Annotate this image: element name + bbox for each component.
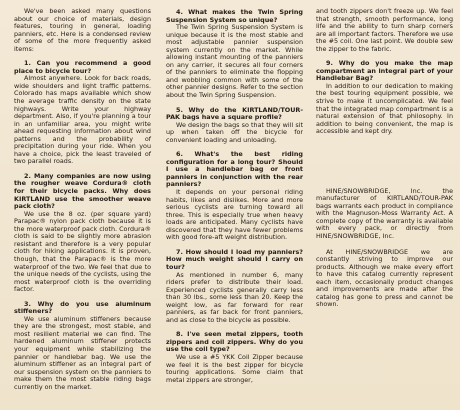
question-6: 6. What's the best riding configuration for a long tour? Should I use a handlebar bag or front panniers in conjunction with the rear panniers? — [166, 150, 303, 189]
answer-2: We use the 8 oz. (per square yard) Parapac® nylon pack cloth because it is the more waterproof pack cloth. Cordura® cloth is said to be slightly more abrasion resistant and therefore is a very popular cloth for hiking applications. It is proven, though, that the Parapac® is the more waterproof of the two. We feel that due to the unique needs of the cyclists, using the most waterproof cloth is the overriding factor. — [14, 209, 151, 294]
column-middle — [166, 8, 303, 384]
question-3: 3. Why do you use aluminum stiffeners? — [14, 299, 151, 316]
column-left — [14, 8, 151, 391]
intro-paragraph: We've been asked many questions about our choice of materials, design features, touring in general, loading panniers, etc. Here is a condensed review of some of the more frequently asked items: — [14, 7, 151, 53]
question-9: 9. Why do you make the map compartment an integral part of your Handlebar Bag? — [316, 59, 453, 83]
answer-5: We design the bags so that they will sit up when taken off the bicycle for convenient loading and unloading. — [166, 120, 303, 144]
question-7: 7. How should I load my panniers? How much weight should I carry on tour? — [166, 247, 303, 271]
answer-3: We use aluminum stiffeners because they are the strongest, most stable, and most resilient material we can find. The hardened aluminum stiffener protects your equipment while stabilizing the pannier or handlebar bag. We use the aluminum stiffener as an integral part of our suspension system on the panniers to make them the most stable riding bags currently on the market. — [14, 314, 151, 391]
question-4: 4. What makes the Twin Spring Suspension System so unique? — [166, 8, 303, 24]
question-1: 1. Can you recommend a good place to bicycle tour? — [14, 59, 151, 75]
question-5: 5. Why do the KIRTLAND/TOUR-PAK bags have a square profile? — [166, 105, 303, 122]
answer-7: As mentioned in number 6, many riders prefer to distribute their load. Experienced cyclists generally carry less than 30 lbs., some less than 20. Keep the weight low, as far forward for rear panniers, as far back for front panniers, and as close to the bicycle as possible. — [166, 270, 303, 324]
question-2: 2. Many companies are now using the rougher weave Cordura® cloth for their bicycle packs. Why does KIRTLAND use the smoother weave pack cloth? — [14, 171, 151, 211]
question-8: 8. I've seen metal zippers, tooth zippers and coil zippers. Why do you use the coil type? — [166, 330, 303, 354]
answer-9: In addition to our dedication to making the best touring equipment possible, we strive to make it uncomplicated. We feel that the integrated map compartment is a natural extension of that philosophy. In addition to being convenient, the map is accessible and kept dry. — [316, 81, 453, 136]
answer-8: We use a #5 YKK Coil Zipper because we feel it is the best zipper for bicycle touring applications. Some claim that metal zippers are stronger, — [166, 352, 303, 384]
answer-4: The Twin Spring Suspension System is unique because it is the most stable and most adjustable pannier suspension system currently on the market. While allowing instant mounting of the panniers on any carrier, it secures all four corners of the panniers to eliminate the flopping and wobbling common with some of the other pannier designs. Refer to the section about the Twin Spring Suspension. — [166, 23, 303, 100]
answer-8-continued: and tooth zippers don't freeze up. We feel that strength, smooth performance, long life and the ability to turn sharp corners are all important factors. Therefore we use the #5 coil. One last point. We double sew the zipper to the fabric. — [316, 7, 453, 53]
answer-6: It depends on your personal riding habits, likes and dislikes. More and more serious cyclists are turning toward all three. This is especially true when heavy loads are anticipated. Many cyclists have discovered that they have fewer problems with good fore-aft weight distribution. — [166, 188, 303, 242]
warranty-statement: HINE/SNOWBRIDGE, Inc. the manufacturer of KIRTLAND/TOUR-PAK bags warrants each product in compliance with the Magnuson-Moss Warranty Act. A complete copy of the warranty is available with every pack, or directly from HINE/SNOWBRIDGE, Inc. — [316, 186, 453, 241]
closing-statement: At HINE/SNOWBRIDGE we are constantly striving to improve our products. Although we make every effort to have this catalog currently represent each item, occasionally product changes and improvements are made after the catalog has gone to press and cannot be shown. — [316, 247, 453, 309]
answer-1: Almost anywhere. Look for back roads, wide shoulders and light traffic patterns. Colorado has maps available which show the average traffic density on the state highways. Write your highway department. Also, if you're planning a tour in an unfamiliar area, you might write ahead requesting information about wind patterns and the probability of precipitation during your ride. When you have a choice, pick the least traveled of two parallel roads. — [14, 74, 151, 166]
column-right — [316, 8, 453, 309]
